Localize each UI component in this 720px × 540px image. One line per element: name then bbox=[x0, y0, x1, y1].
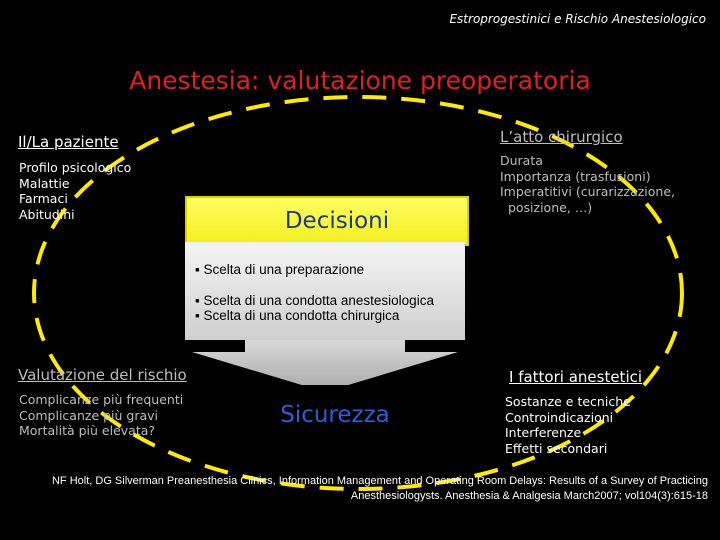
list-item: Mortalità più elevata? bbox=[19, 423, 156, 438]
decision-box bbox=[185, 196, 469, 246]
list-item: Complicanze più gravi bbox=[19, 407, 159, 423]
list-item: Effetti secondari bbox=[505, 440, 608, 456]
list-item: Malattie bbox=[19, 175, 70, 191]
choice-item: ▪ Scelta di una condotta anestesiologica bbox=[195, 292, 434, 308]
list-item: Interferenze bbox=[505, 425, 582, 440]
citation bbox=[8, 474, 708, 504]
list-item: Controindicazioni bbox=[505, 409, 614, 425]
citation-line: Anesthesiologysts. Anesthesia & Analgesia March2007; vol104(3):615-18 bbox=[350, 490, 708, 502]
choices-panel bbox=[185, 242, 465, 340]
list-item: Importanza (trasfusioni) bbox=[500, 168, 651, 184]
patient-list bbox=[19, 160, 131, 222]
list-item: posizione, …) bbox=[500, 199, 593, 215]
slide-subtitle: Estroprogestinici e Rischio Anestesiologico bbox=[449, 12, 706, 26]
list-item: Abitudini bbox=[19, 206, 75, 222]
choice-item bbox=[195, 278, 434, 293]
safety-label: Sicurezza bbox=[280, 402, 390, 428]
anesthetic-factors-heading: I fattori anestetici bbox=[509, 368, 643, 386]
list-item: Durata bbox=[500, 153, 543, 168]
risk-heading: Valutazione del rischio bbox=[18, 366, 187, 384]
citation-line: NF Holt, DG Silverman Preanesthesia Clinics, Information Management and Operating Room Delays: Results of a Survey of Practicing bbox=[51, 475, 708, 487]
decision-label: Decisioni bbox=[284, 208, 390, 234]
list-item: Sostanze e tecniche bbox=[505, 394, 631, 409]
safety-box bbox=[210, 385, 430, 445]
list-item: Farmaci bbox=[19, 191, 68, 206]
risk-list bbox=[19, 392, 183, 439]
surgery-heading: L’atto chirurgico bbox=[500, 128, 623, 146]
anesthetic-factors-list bbox=[505, 394, 631, 456]
list-item: Imperatitivi (curarizzazione, bbox=[500, 184, 676, 199]
patient-heading: Il/La paziente bbox=[18, 133, 119, 151]
choice-item: ▪ Scelta di una condotta chirurgica bbox=[195, 308, 400, 323]
list-item: Profilo psicologico bbox=[19, 160, 132, 175]
surgery-list bbox=[500, 153, 675, 215]
choice-item: ▪ Scelta di una preparazione bbox=[195, 262, 365, 277]
list-item: Complicanze più frequenti bbox=[19, 392, 184, 407]
slide-title: Anestesia: valutazione preoperatoria bbox=[129, 66, 591, 95]
